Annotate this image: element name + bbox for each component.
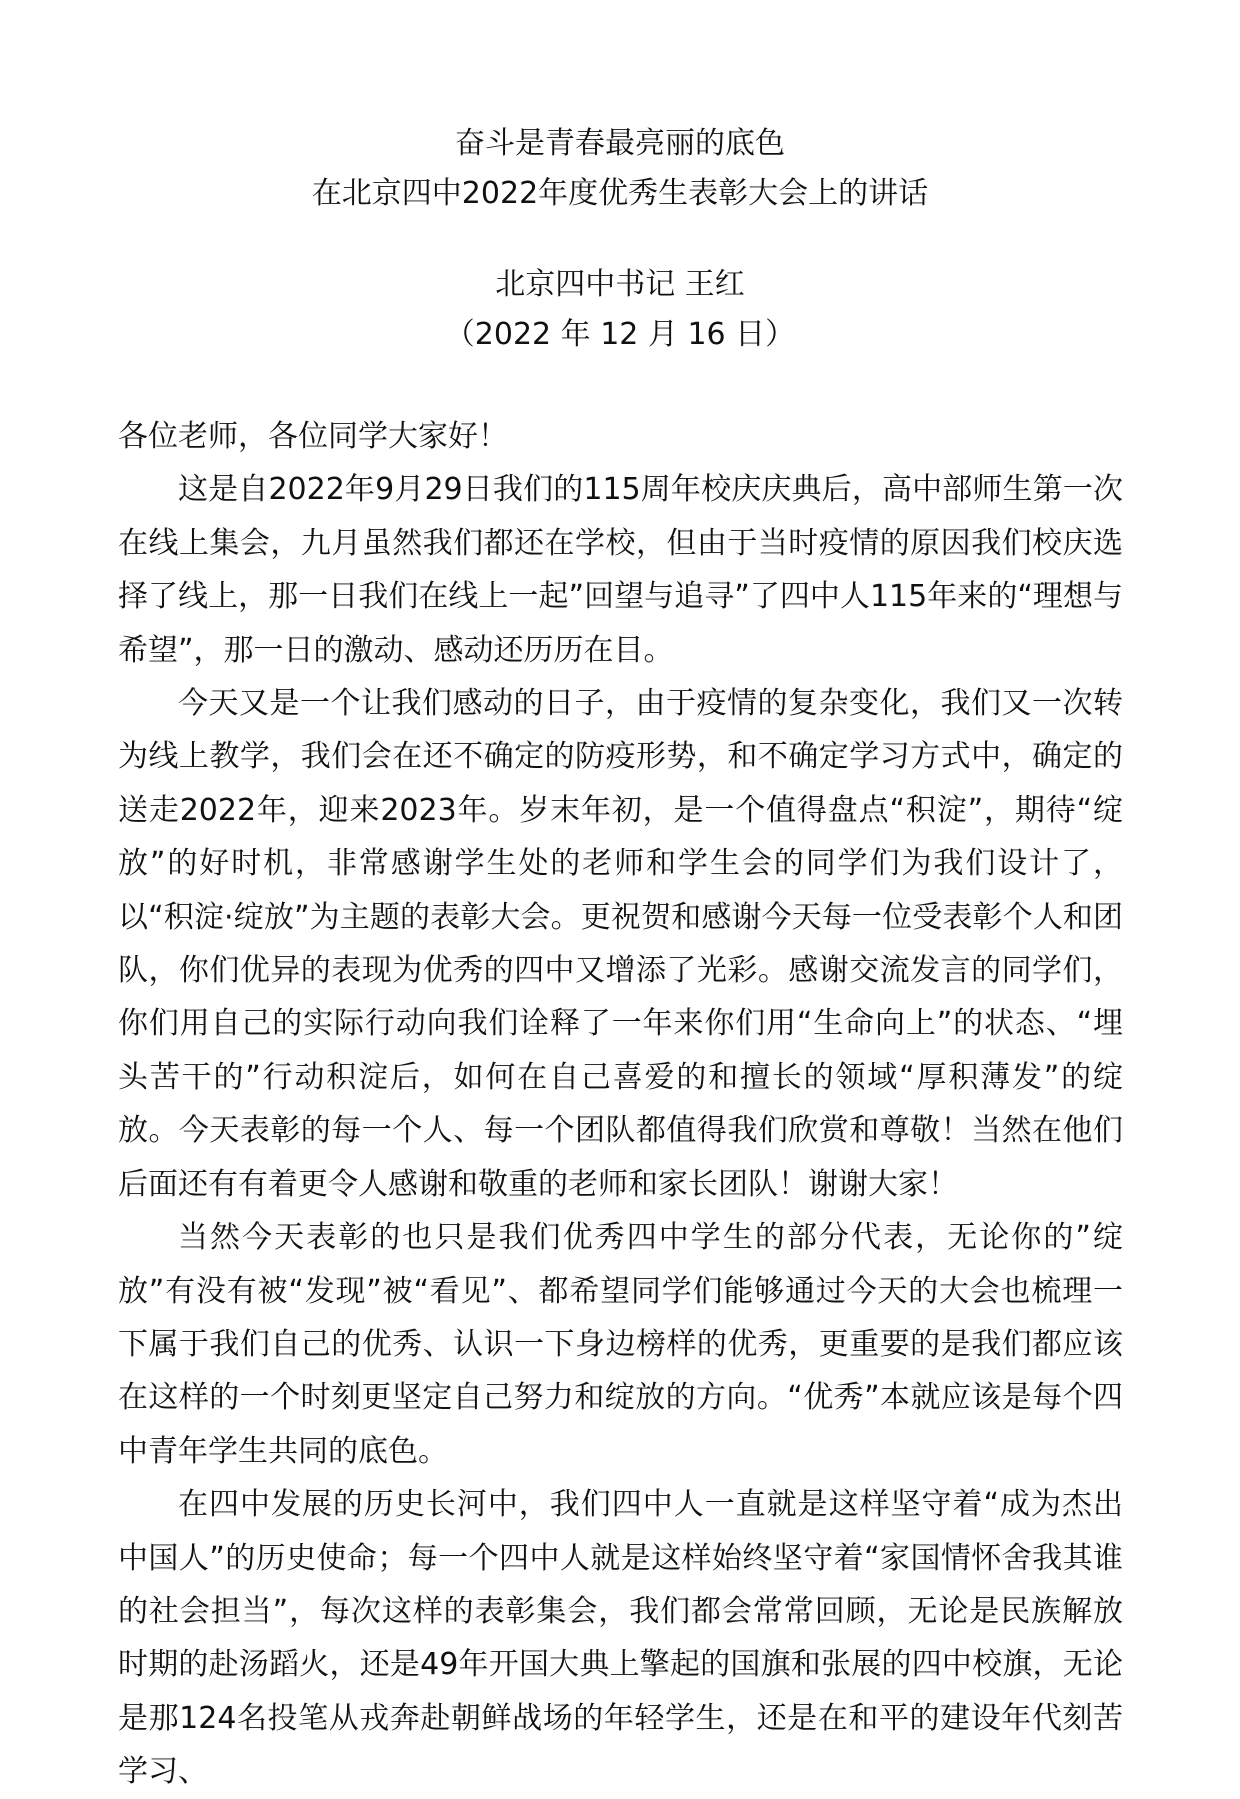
salutation: 各位老师，各位同学大家好！ xyxy=(118,419,508,454)
speech-body xyxy=(118,410,1123,1799)
paragraph-3: 当然今天表彰的也只是我们优秀四中学生的部分代表，无论你的”绽放”有没有被“发现”被“看见”、都希望同学们能够通过今天的大会也梳理一下属于我们自己的优秀、认识一下身边榜样的优秀，更重要的是我们都应该在这样的一个时刻更坚定自己努力和绽放的方向。“优秀”本就应该是每个四中青年学生共同的底色。 xyxy=(118,1220,1123,1469)
speech-title: 奋斗是青春最亮丽的底色 xyxy=(455,126,785,161)
speech-date: （2022 年 12 月 16 日） xyxy=(444,317,796,352)
speaker-line: 北京四中书记 王红 xyxy=(495,267,745,302)
paragraph-1: 这是自2022年9月29日我们的115周年校庆庆典后，高中部师生第一次在线上集会，九月虽然我们都还在学校，但由于当时疫情的原因我们校庆选择了线上，那一日我们在线上一起”回望与追寻”了四中人115年来的“理想与希望”，那一日的激动、感动还历历在目。 xyxy=(118,472,1123,668)
paragraph-4: 在四中发展的历史长河中，我们四中人一直就是这样坚守着“成为杰出中国人”的历史使命；每一个四中人就是这样始终坚守着“家国情怀舍我其谁的社会担当”，每次这样的表彰集会，我们都会常常回顾，无论是民族解放时期的赴汤蹈火，还是49年开国大典上擎起的国旗和张展的四中校旗，无论是那124名投笔从戎奔赴朝鲜战场的年轻学生，还是在和平的建设年代刻苦学习、 xyxy=(118,1487,1123,1790)
paragraph-2: 今天又是一个让我们感动的日子，由于疫情的复杂变化，我们又一次转为线上教学，我们会在还不确定的防疫形势，和不确定学习方式中，确定的送走2022年，迎来2023年。岁末年初，是一个值得盘点“积淀”，期待“绽放”的好时机，非常感谢学生处的老师和学生会的同学们为我们设计了，以“积淀·绽放”为主题的表彰大会。更祝贺和感谢今天每一位受表彰个人和团队，你们优异的表现为优秀的四中又增添了光彩。感谢交流发言的同学们，你们用自己的实际行动向我们诠释了一年来你们用“生命向上”的状态、“埋头苦干的”行动积淀后，如何在自己喜爱的和擅长的领域“厚积薄发”的绽放。今天表彰的每一个人、每一个团队都值得我们欣赏和尊敬！当然在他们后面还有有着更令人感谢和敬重的老师和家长团队！谢谢大家！ xyxy=(118,686,1124,1202)
speech-subtitle: 在北京四中2022年度优秀生表彰大会上的讲话 xyxy=(311,176,929,211)
